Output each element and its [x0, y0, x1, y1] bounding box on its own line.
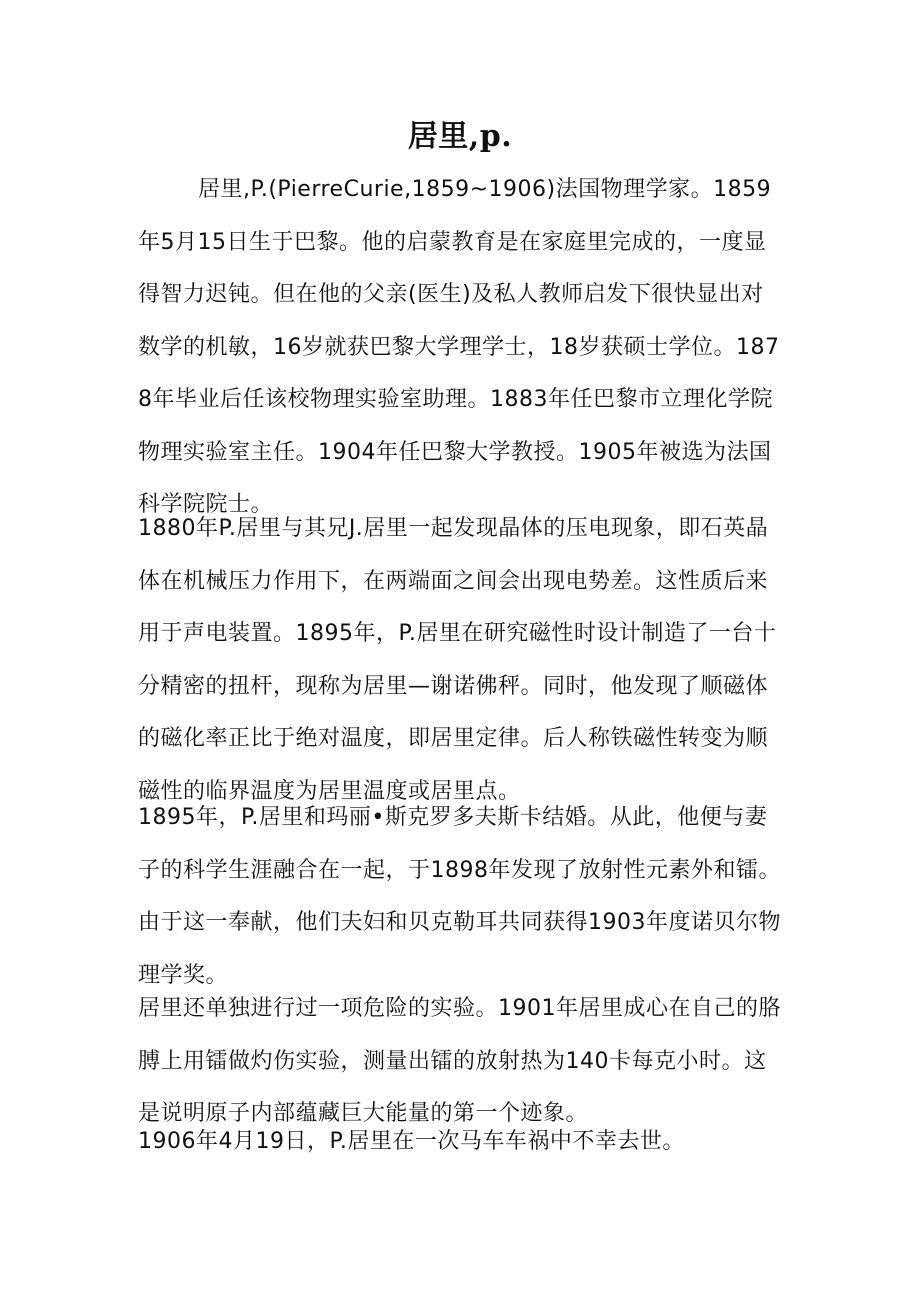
paragraph-biography: 居里,P.(PierreCurie,1859~1906)法国物理学家。1859年5月15日生于巴黎。他的启蒙教育是在家庭里完成的，一度显得智力迟钝。但在他的父亲(医生)及私人教师启发下很快显出对数学的机敏，16岁就获巴黎大学理学士，18岁获硕士学位。1878年毕业后任该校物理实验室助理。1883年任巴黎市立理化学院物理实验室主任。1904年任巴黎大学教授。1905年被选为法国科学院院士。: [138, 177, 780, 517]
paragraph-marriage: 1895年，P.居里和玛丽•斯克罗多夫斯卡结婚。从此，他便与妻子的科学生涯融合在一起，于1898年发现了放射性元素外和镭。由于这一奉献，他们夫妇和贝克勒耳共同获得1903年度诺贝尔物理学奖。: [138, 805, 781, 988]
page-title: 居里,p.: [407, 119, 513, 154]
paragraph-piezoelectric: 1880年P.居里与其兄J.居里一起发现晶体的压电现象，即石英晶体在机械压力作用下，在两端面之间会出现电势差。这性质后来用于声电装置。1895年，P.居里在研究磁性时设计制造了一台十分精密的扭杆，现称为居里—谢诺佛秤。同时，他发现了顺磁体的磁化率正比于绝对温度，即居里定律。后人称铁磁性转变为顺磁性的临界温度为居里温度或居里点。: [138, 516, 777, 804]
paragraph-death: 1906年4月19日，P.居里在一次马车车祸中不幸去世。: [138, 1129, 685, 1154]
paragraph-experiment: 居里还单独进行过一项危险的实验。1901年居里成心在自己的胳膊上用镭做灼伤实验，测量出镭的放射热为140卡每克小时。这是说明原子内部蕴藏巨大能量的第一个迹象。: [138, 996, 781, 1126]
